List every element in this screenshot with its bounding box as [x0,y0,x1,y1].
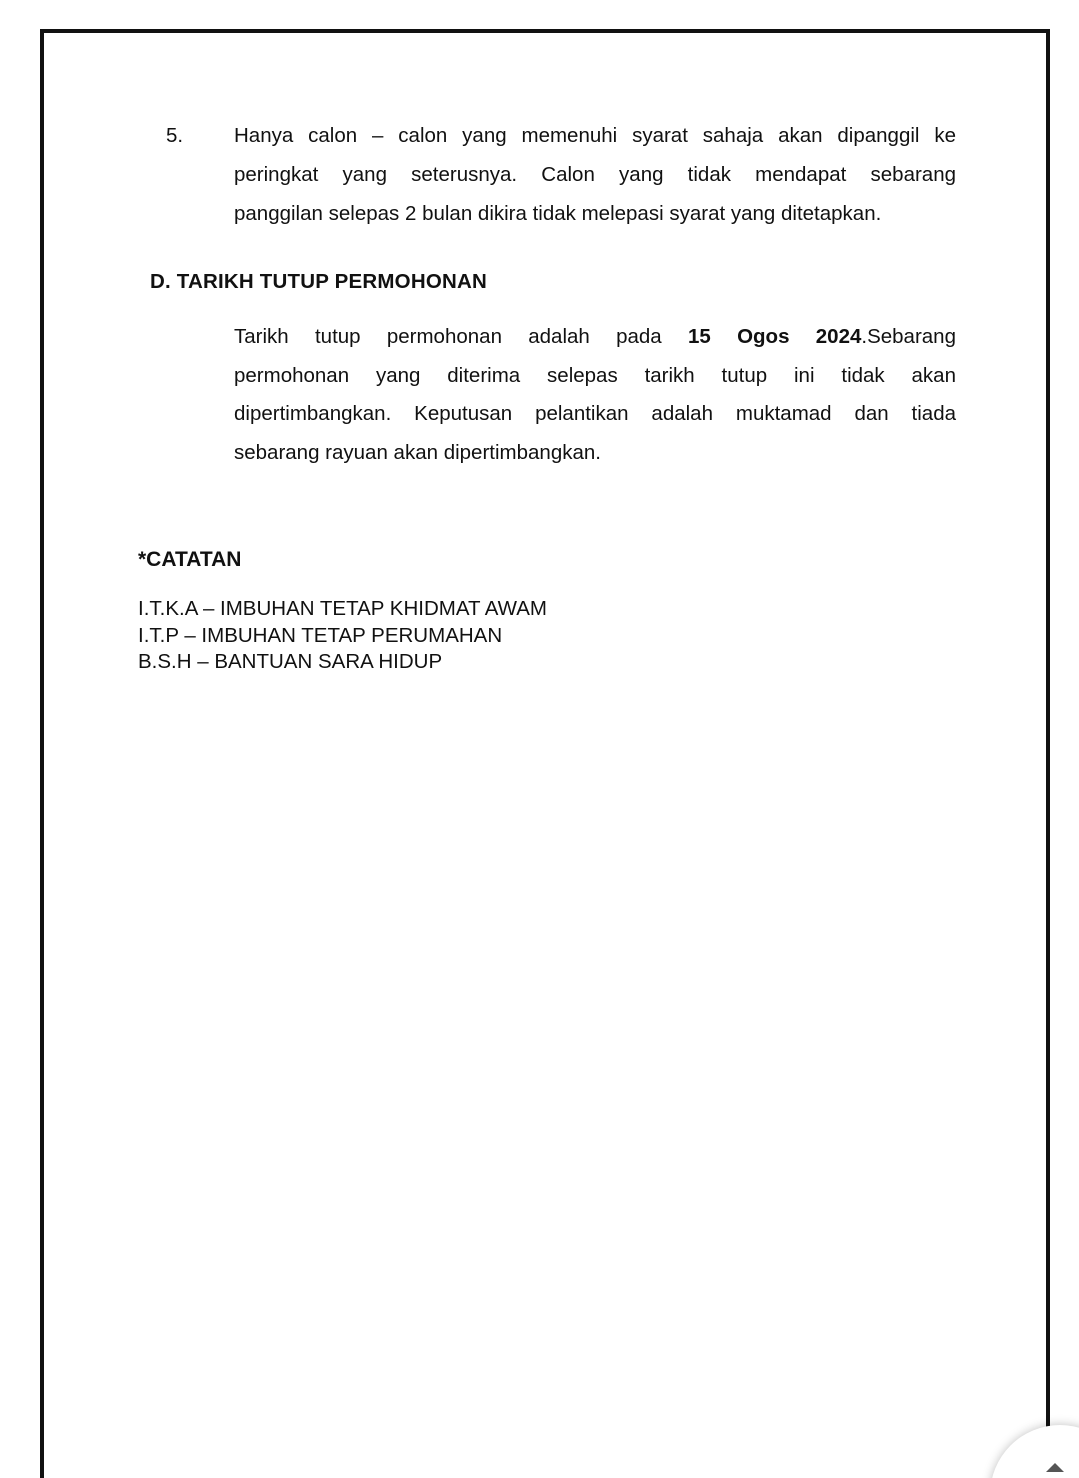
abbreviation-item: I.T.K.A – IMBUHAN TETAP KHIDMAT AWAM [138,597,547,620]
paragraph-line: panggilan selepas 2 bulan dikira tidak melepasi syarat yang ditetapkan. [234,202,882,225]
section-paragraph [234,318,956,472]
abbreviation-list [138,596,547,676]
paragraph-line: peringkat yang seterusnya. Calon yang tidak mendapat sebarang [234,163,956,186]
list-item-number: 5. [166,124,184,147]
text-run: Tarikh tutup permohonan adalah pada [234,325,688,348]
notes-title: *CATATAN [138,548,242,571]
text-run: .Sebarang [861,325,956,348]
paragraph-line: Hanya calon – calon yang memenuhi syarat sahaja akan dipanggil ke [234,124,956,147]
abbreviation-item: I.T.P – IMBUHAN TETAP PERUMAHAN [138,623,503,647]
abbreviation-item: B.S.H – BANTUAN SARA HIDUP [138,650,443,673]
paragraph-line: dipertimbangkan. Keputusan pelantikan adalah muktamad dan tiada [234,402,956,425]
closing-date: 15 Ogos 2024 [688,325,862,348]
chevron-up-icon [1046,1463,1064,1472]
list-item-5 [166,116,956,233]
paragraph-line [234,318,956,357]
list-item-body [234,116,956,233]
paragraph-line: sebarang rayuan akan dipertimbangkan. [234,440,601,464]
document-page [40,29,1050,1478]
paragraph-line: permohonan yang diterima selepas tarikh tutup ini tidak akan [234,363,956,387]
section-heading: D. TARIKH TUTUP PERMOHONAN [150,270,487,293]
